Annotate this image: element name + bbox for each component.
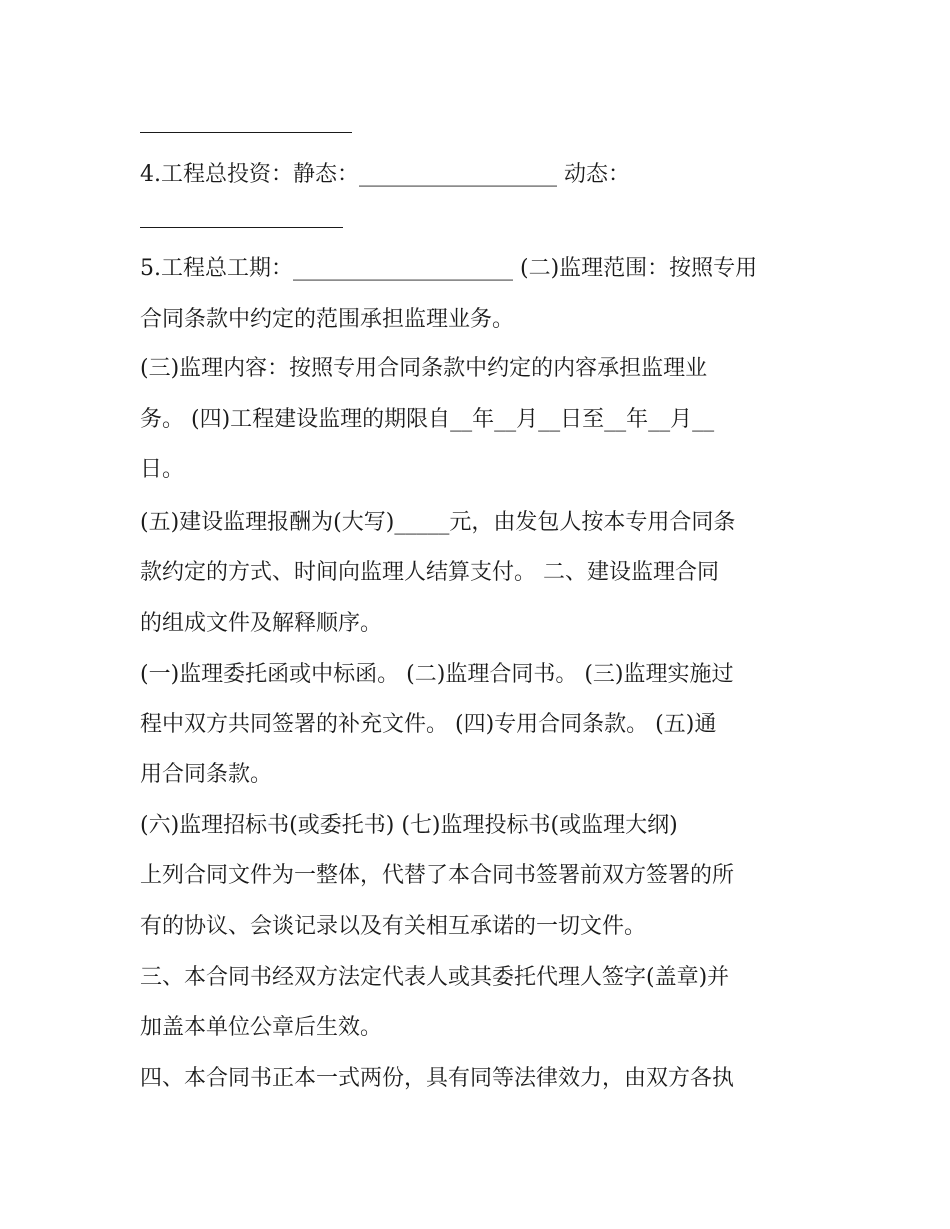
text-line: 三、本合同书经双方法定代表人或其委托代理人签字(盖章)并 <box>140 965 730 990</box>
text-line: 合同条款中约定的范围承担监理业务。 <box>140 307 515 332</box>
text-line: 务。 (四)工程建设监理的期限自__年__月__日至__年__月__ <box>140 407 715 432</box>
text-line: 款约定的方式、时间向监理人结算支付。 二、建设监理合同 <box>140 560 719 585</box>
text-line: 的组成文件及解释顺序。 <box>140 611 383 636</box>
blank-underline <box>140 132 352 133</box>
text-line: 四、本合同书正本一式两份，具有同等法律效力，由双方各执 <box>140 1066 735 1091</box>
text-line: 用合同条款。 <box>140 762 273 787</box>
blank-underline <box>140 227 343 228</box>
text-line: 程中双方共同签署的补充文件。 (四)专用合同条款。 (五)通 <box>140 712 717 737</box>
text-line: 日。 <box>140 457 185 482</box>
text-line: 上列合同文件为一整体，代替了本合同书签署前双方签署的所 <box>140 863 735 888</box>
text-line: (一)监理委托函或中标函。 (二)监理合同书。 (三)监理实施过 <box>140 662 734 687</box>
text-line-total-investment: 4.工程总投资：静态：__________________ 动态： <box>140 162 630 187</box>
text-line: 加盖本单位公章后生效。 <box>140 1015 383 1040</box>
text-line: (六)监理招标书(或委托书) (七)监理投标书(或监理大纲) <box>140 813 678 838</box>
text-line-total-duration: 5.工程总工期：____________________ (二)监理范围：按照专用 <box>140 256 758 281</box>
text-line: (五)建设监理报酬为(大写)_____元，由发包人按本专用合同条 <box>140 510 736 535</box>
text-line: (三)监理内容：按照专用合同条款中约定的内容承担监理业 <box>140 356 708 381</box>
text-line: 有的协议、会谈记录以及有关相互承诺的一切文件。 <box>140 914 647 939</box>
